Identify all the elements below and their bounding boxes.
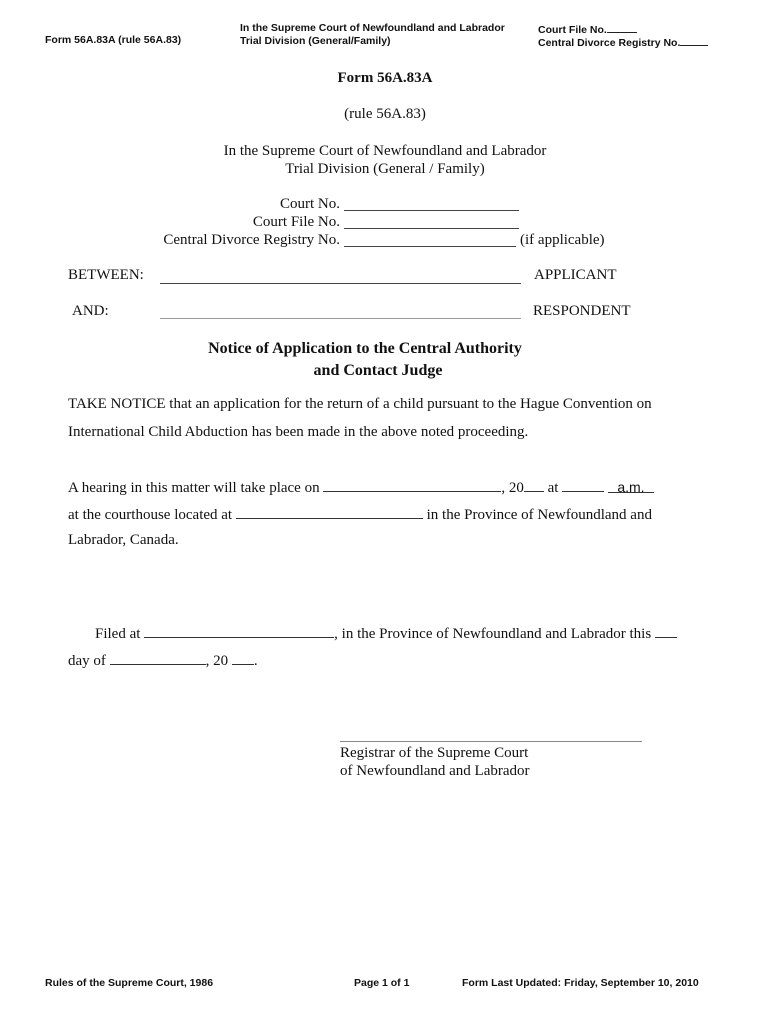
signature-line1: Registrar of the Supreme Court — [340, 745, 529, 761]
hearing-line1 — [68, 478, 654, 497]
and-label: AND: — [72, 303, 109, 319]
filed-line1 — [95, 624, 677, 643]
form-rule: (rule 56A.83) — [344, 106, 426, 122]
header-form-ref: Form 56A.83A (rule 56A.83) — [45, 34, 182, 46]
respondent-label: RESPONDENT — [533, 303, 631, 319]
header-court-line2: Trial Division (General/Family) — [240, 35, 391, 47]
registry-no-field[interactable] — [344, 246, 516, 247]
filed-at-field[interactable] — [144, 624, 334, 638]
header-registry-label: Central Divorce Registry No. — [538, 37, 681, 49]
hearing-line2 — [68, 505, 652, 524]
filed-year-field[interactable] — [232, 651, 254, 665]
header-file-no — [538, 22, 637, 36]
filed-period: . — [253, 653, 258, 669]
hearing-province-text: in the Province of Newfoundland and — [426, 507, 652, 523]
hearing-year-prefix: , 20 — [501, 480, 524, 496]
footer-updated: Form Last Updated: Friday, September 10, 2010 — [462, 977, 699, 989]
header-registry-field[interactable] — [680, 35, 708, 46]
if-applicable: (if applicable) — [520, 232, 605, 248]
form-number: Form 56A.83A — [337, 70, 433, 86]
hearing-year-field[interactable] — [524, 478, 544, 492]
respondent-field[interactable] — [160, 318, 521, 319]
court-no-label: Court No. — [280, 196, 340, 212]
courthouse-field[interactable] — [236, 505, 423, 519]
notice-heading-line2: and Contact Judge — [313, 362, 443, 379]
signature-line2: of Newfoundland and Labrador — [340, 763, 530, 779]
filed-month-field[interactable] — [110, 651, 206, 665]
hearing-at-label: at — [547, 480, 559, 496]
filed-day-of: day of — [68, 653, 106, 669]
court-file-no-field[interactable] — [344, 228, 519, 229]
header-registry-no — [538, 35, 708, 49]
header-court-line1: In the Supreme Court of Newfoundland and Labrador — [240, 22, 505, 34]
header-file-no-label: Court File No. — [538, 24, 607, 36]
notice-para1-line1: TAKE NOTICE that an application for the return of a child pursuant to the Hague Convention on — [68, 396, 652, 412]
court-file-no-label: Court File No. — [252, 214, 340, 230]
division: Trial Division (General / Family) — [285, 161, 485, 177]
court-name: In the Supreme Court of Newfoundland and Labrador — [223, 143, 547, 159]
courthouse-prefix: at the courthouse located at — [68, 507, 233, 523]
registry-no-label: Central Divorce Registry No. — [163, 232, 340, 248]
filed-at-label: Filed at — [95, 626, 141, 642]
footer-rules: Rules of the Supreme Court, 1986 — [45, 977, 214, 989]
filed-year-prefix: , 20 — [205, 653, 229, 669]
notice-para1-line2: International Child Abduction has been made in the above noted proceeding. — [68, 424, 529, 440]
signature-line[interactable] — [340, 741, 642, 742]
hearing-ampm-field[interactable]: a.m. — [608, 479, 654, 493]
footer-page: Page 1 of 1 — [354, 977, 410, 989]
notice-heading-line1: Notice of Application to the Central Authority — [208, 340, 522, 357]
hearing-date-field[interactable] — [323, 478, 501, 492]
hearing-province-text2: Labrador, Canada. — [68, 532, 179, 548]
applicant-label: APPLICANT — [534, 267, 617, 283]
filed-line2 — [68, 651, 258, 670]
applicant-field[interactable] — [160, 283, 521, 284]
between-label: BETWEEN: — [68, 267, 144, 283]
hearing-time-field[interactable] — [562, 478, 604, 492]
header-file-no-field[interactable] — [607, 22, 637, 33]
court-no-field[interactable] — [344, 210, 519, 211]
filed-day-field[interactable] — [655, 624, 677, 638]
filed-province-text: , in the Province of Newfoundland and Labrador this — [334, 626, 652, 642]
hearing-prefix: A hearing in this matter will take place on — [68, 480, 320, 496]
